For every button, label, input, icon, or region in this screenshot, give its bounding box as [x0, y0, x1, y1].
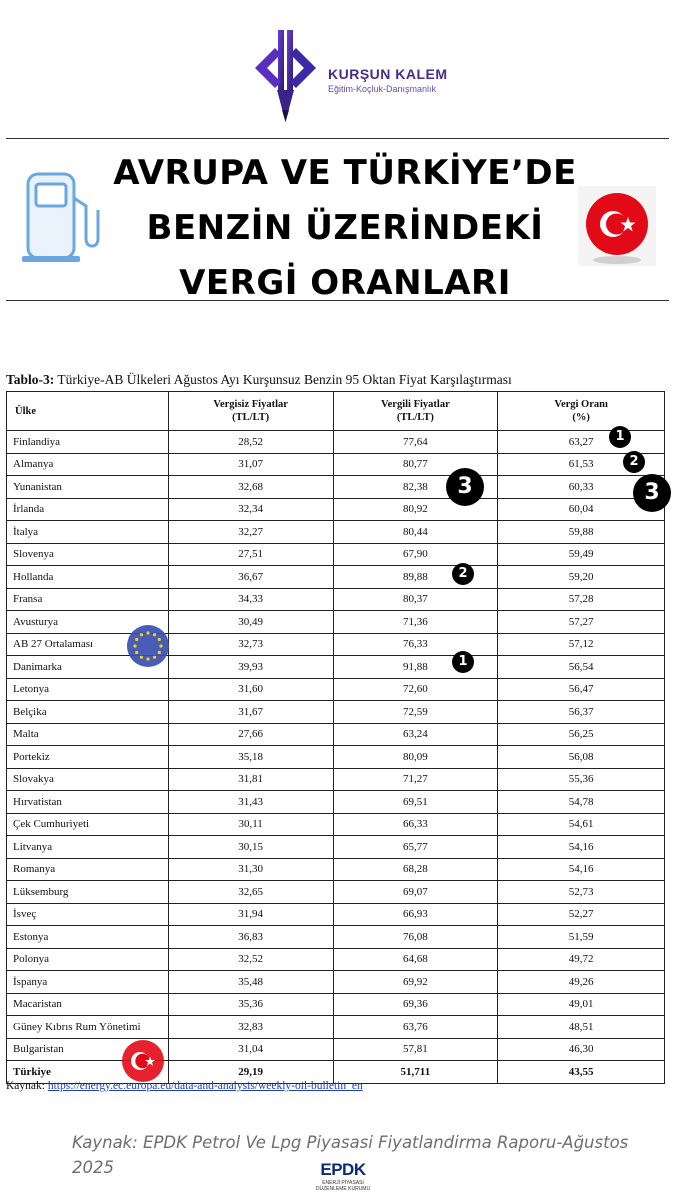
cell-untaxed: 30,15	[168, 836, 333, 859]
table-row	[7, 498, 665, 521]
header-untaxed-unit: (TL/LT)	[232, 412, 270, 423]
cell-rate: 54,16	[498, 858, 665, 881]
cell-rate: 57,27	[498, 611, 665, 634]
cell-untaxed: 31,43	[168, 791, 333, 814]
table-caption-label: Tablo-3:	[6, 372, 55, 387]
brand-logo	[250, 30, 470, 125]
header-taxed-label: Vergili Fiyatlar	[381, 399, 450, 410]
cell-country: Avusturya	[7, 611, 169, 634]
cell-taxed: 77,64	[333, 431, 498, 454]
cell-country: Almanya	[7, 453, 169, 476]
cell-rate: 60,33	[498, 476, 665, 499]
cell-taxed: 68,28	[333, 858, 498, 881]
brand-tagline: Eğitim-Koçluk-Danışmanlık	[328, 84, 437, 94]
cell-untaxed: 36,67	[168, 566, 333, 589]
cell-rate: 56,37	[498, 701, 665, 724]
table-row	[7, 948, 665, 971]
table-row	[7, 543, 665, 566]
table-row	[7, 611, 665, 634]
cell-country: Litvanya	[7, 836, 169, 859]
table-row	[7, 836, 665, 859]
table-row	[7, 881, 665, 904]
cell-taxed: 66,33	[333, 813, 498, 836]
cell-country: İtalya	[7, 521, 169, 544]
cell-rate: 54,78	[498, 791, 665, 814]
table-row	[7, 588, 665, 611]
table-row	[7, 993, 665, 1016]
cell-rate: 56,47	[498, 678, 665, 701]
header-rate-label: Vergi Oranı	[554, 399, 608, 410]
cell-rate: 59,49	[498, 543, 665, 566]
cell-rate: 60,04	[498, 498, 665, 521]
cell-country: Çek Cumhuriyeti	[7, 813, 169, 836]
cell-untaxed: 31,81	[168, 768, 333, 791]
cell-country: Polonya	[7, 948, 169, 971]
cell-untaxed: 27,51	[168, 543, 333, 566]
rank-badge-taxed-3: 3	[446, 468, 484, 506]
table-row	[7, 701, 665, 724]
cell-country: İsveç	[7, 903, 169, 926]
cell-untaxed: 35,36	[168, 993, 333, 1016]
table-row	[7, 656, 665, 679]
turkey-flag-small-icon	[118, 1038, 168, 1084]
rank-badge-rate-2: 2	[623, 451, 645, 473]
cell-country: Yunanistan	[7, 476, 169, 499]
title-line-3: VERGİ ORANLARI	[179, 263, 511, 303]
price-comparison-table	[6, 391, 665, 1084]
table-row	[7, 431, 665, 454]
cell-rate: 57,12	[498, 633, 665, 656]
cell-rate: 51,59	[498, 926, 665, 949]
header-taxed-unit: (TL/LT)	[396, 412, 434, 423]
cell-rate: 46,30	[498, 1038, 665, 1061]
cell-untaxed: 32,34	[168, 498, 333, 521]
cell-taxed: 80,09	[333, 746, 498, 769]
turkey-flag-icon	[578, 186, 656, 266]
epdk-logo-subtitle: ENERJİ PİYASASI DÜZENLEME KURUMU	[315, 1180, 371, 1192]
epdk-logo	[312, 1160, 374, 1196]
cell-rate: 43,55	[498, 1061, 665, 1084]
rank-badge-taxed-1: 1	[452, 651, 474, 673]
cell-untaxed: 32,65	[168, 881, 333, 904]
table-row	[7, 971, 665, 994]
cell-taxed: 80,37	[333, 588, 498, 611]
cell-rate: 56,08	[498, 746, 665, 769]
header-rate	[498, 392, 665, 431]
cell-untaxed: 31,07	[168, 453, 333, 476]
title-line-1: AVRUPA VE TÜRKİYE’DE	[113, 153, 577, 193]
table-caption-text: Türkiye-AB Ülkeleri Ağustos Ayı Kurşunsuz Benzin 95 Oktan Fiyat Karşılaştırması	[54, 372, 512, 387]
cell-country: Portekiz	[7, 746, 169, 769]
cell-country: Finlandiya	[7, 431, 169, 454]
cell-country: Romanya	[7, 858, 169, 881]
cell-untaxed: 36,83	[168, 926, 333, 949]
cell-taxed: 51,711	[333, 1061, 498, 1084]
cell-rate: 49,72	[498, 948, 665, 971]
epdk-logo-text: EPDK	[320, 1160, 366, 1179]
rank-badge-rate-1: 1	[609, 426, 631, 448]
cell-rate: 49,01	[498, 993, 665, 1016]
cell-country: Slovenya	[7, 543, 169, 566]
page-title	[90, 146, 600, 311]
footer-source-note: Kaynak: EPDK Petrol Ve Lpg Piyasasi Fiyatlandirma Raporu-Ağustos 2025	[72, 1133, 629, 1177]
table-row	[7, 768, 665, 791]
cell-taxed: 64,68	[333, 948, 498, 971]
cell-rate: 61,53	[498, 453, 665, 476]
header-untaxed	[168, 392, 333, 431]
cell-rate: 59,20	[498, 566, 665, 589]
source-label: Kaynak:	[6, 1080, 45, 1092]
table-row	[7, 453, 665, 476]
cell-rate: 56,54	[498, 656, 665, 679]
cell-country: İspanya	[7, 971, 169, 994]
cell-country: Güney Kıbrıs Rum Yönetimi	[7, 1016, 169, 1039]
cell-country: Malta	[7, 723, 169, 746]
table-row	[7, 791, 665, 814]
cell-untaxed: 32,68	[168, 476, 333, 499]
cell-rate: 54,61	[498, 813, 665, 836]
source-line	[6, 1080, 363, 1092]
brand-name: KURŞUN KALEM	[328, 66, 448, 82]
eu-flag-icon	[125, 624, 171, 668]
cell-rate: 48,51	[498, 1016, 665, 1039]
cell-untaxed: 32,27	[168, 521, 333, 544]
cell-rate: 52,27	[498, 903, 665, 926]
cell-taxed: 67,90	[333, 543, 498, 566]
table-row	[7, 746, 665, 769]
cell-untaxed: 35,48	[168, 971, 333, 994]
cell-taxed: 65,77	[333, 836, 498, 859]
cell-rate: 52,73	[498, 881, 665, 904]
table-row	[7, 926, 665, 949]
cell-untaxed: 34,33	[168, 588, 333, 611]
cell-untaxed: 30,11	[168, 813, 333, 836]
cell-taxed: 80,92	[333, 498, 498, 521]
cell-untaxed: 31,04	[168, 1038, 333, 1061]
cell-taxed: 63,24	[333, 723, 498, 746]
cell-rate: 55,36	[498, 768, 665, 791]
pencil-logo-icon	[250, 30, 325, 125]
rank-badge-rate-3: 3	[633, 474, 671, 512]
cell-taxed: 69,07	[333, 881, 498, 904]
table-row	[7, 476, 665, 499]
cell-taxed: 72,59	[333, 701, 498, 724]
table-row	[7, 813, 665, 836]
table-row	[7, 1038, 665, 1061]
table-row	[7, 521, 665, 544]
cell-taxed: 71,36	[333, 611, 498, 634]
cell-taxed: 66,93	[333, 903, 498, 926]
header-taxed	[333, 392, 498, 431]
cell-country: Macaristan	[7, 993, 169, 1016]
cell-country: Letonya	[7, 678, 169, 701]
cell-country: Hırvatistan	[7, 791, 169, 814]
cell-country: Danimarka	[7, 656, 169, 679]
cell-untaxed: 39,93	[168, 656, 333, 679]
top-divider	[6, 138, 669, 139]
table-row	[7, 566, 665, 589]
table-row	[7, 858, 665, 881]
table-row	[7, 723, 665, 746]
table-caption	[6, 372, 512, 388]
header-country	[7, 392, 169, 431]
title-line-2: BENZİN ÜZERİNDEKİ	[146, 208, 544, 248]
cell-untaxed: 35,18	[168, 746, 333, 769]
cell-untaxed: 30,49	[168, 611, 333, 634]
cell-untaxed: 31,94	[168, 903, 333, 926]
cell-rate: 63,27	[498, 431, 665, 454]
cell-untaxed: 32,52	[168, 948, 333, 971]
cell-country: Slovakya	[7, 768, 169, 791]
cell-taxed: 80,77	[333, 453, 498, 476]
cell-rate: 59,88	[498, 521, 665, 544]
header-untaxed-label: Vergisiz Fiyatlar	[213, 399, 288, 410]
cell-taxed: 69,51	[333, 791, 498, 814]
cell-country: Lüksemburg	[7, 881, 169, 904]
cell-country: Belçika	[7, 701, 169, 724]
cell-taxed: 69,92	[333, 971, 498, 994]
cell-untaxed: 32,83	[168, 1016, 333, 1039]
cell-untaxed: 28,52	[168, 431, 333, 454]
cell-taxed: 57,81	[333, 1038, 498, 1061]
cell-rate: 57,28	[498, 588, 665, 611]
cell-country: Bulgaristan	[7, 1038, 169, 1061]
header-country-label: Ülke	[15, 405, 36, 417]
cell-untaxed: 31,30	[168, 858, 333, 881]
table-header-row	[7, 392, 665, 431]
table-row	[7, 678, 665, 701]
cell-taxed: 80,44	[333, 521, 498, 544]
cell-taxed: 69,36	[333, 993, 498, 1016]
cell-country: Türkiye	[7, 1061, 169, 1084]
cell-rate: 56,25	[498, 723, 665, 746]
cell-country: Fransa	[7, 588, 169, 611]
table-row	[7, 633, 665, 656]
header-rate-unit: (%)	[572, 412, 590, 423]
cell-taxed: 71,27	[333, 768, 498, 791]
cell-taxed: 72,60	[333, 678, 498, 701]
cell-country: Hollanda	[7, 566, 169, 589]
cell-taxed: 89,88	[333, 566, 498, 589]
cell-rate: 54,16	[498, 836, 665, 859]
cell-untaxed: 31,67	[168, 701, 333, 724]
cell-taxed: 91,88	[333, 656, 498, 679]
cell-taxed: 76,33	[333, 633, 498, 656]
cell-country: AB 27 Ortalaması	[7, 633, 169, 656]
cell-untaxed: 27,66	[168, 723, 333, 746]
table-row	[7, 903, 665, 926]
cell-country: İrlanda	[7, 498, 169, 521]
cell-taxed: 63,76	[333, 1016, 498, 1039]
rank-badge-taxed-2: 2	[452, 563, 474, 585]
table-row	[7, 1016, 665, 1039]
cell-untaxed: 32,73	[168, 633, 333, 656]
cell-taxed: 76,08	[333, 926, 498, 949]
cell-untaxed: 29,19	[168, 1061, 333, 1084]
cell-untaxed: 31,60	[168, 678, 333, 701]
cell-rate: 49,26	[498, 971, 665, 994]
cell-country: Estonya	[7, 926, 169, 949]
source-link[interactable]: https://energy.ec.europa.eu/data-and-analysis/weekly-oil-bulletin_en	[47, 1080, 363, 1092]
cell-taxed: 82,38	[333, 476, 498, 499]
